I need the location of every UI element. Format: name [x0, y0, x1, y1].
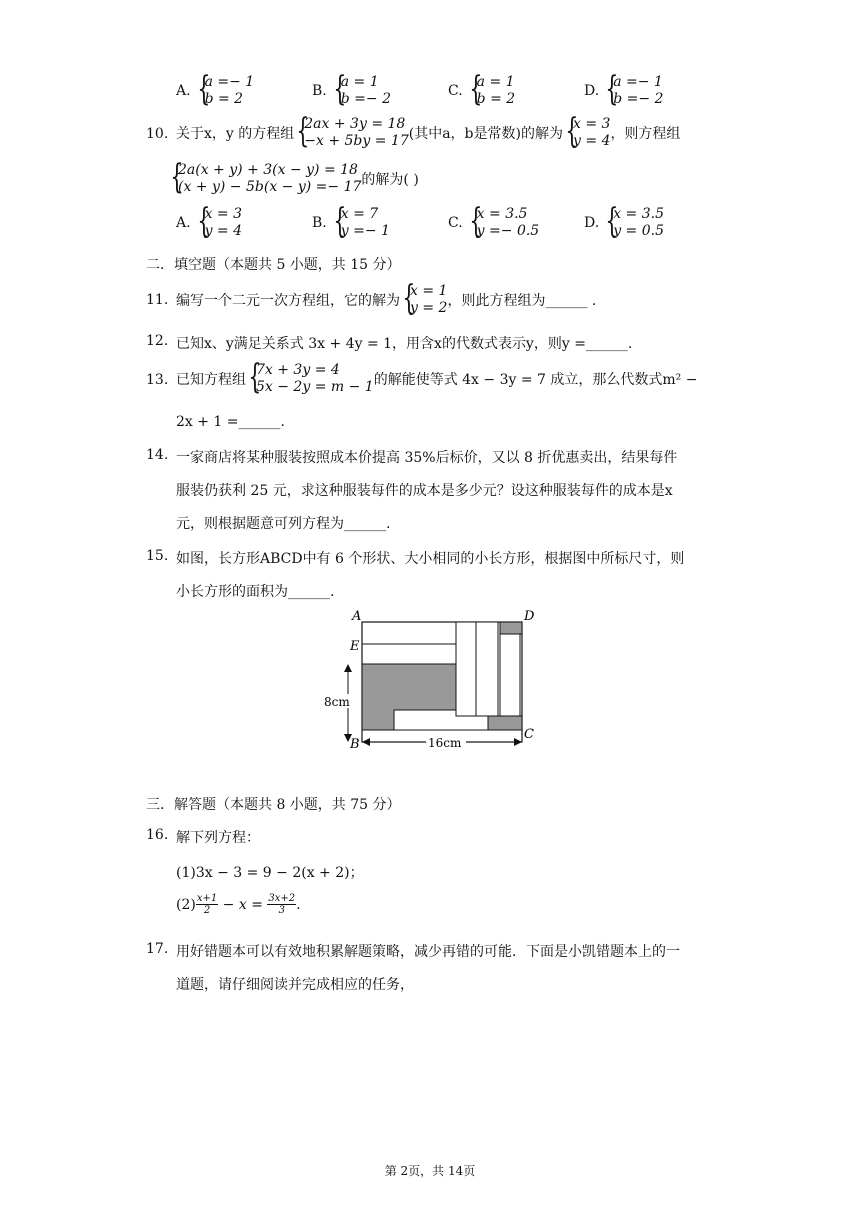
vertical-strip-2: [476, 622, 498, 716]
q13-number: 13.: [146, 372, 169, 388]
q10-option-c: C. { x = 3.5 y =− 0.5: [448, 206, 539, 240]
vertical-strip-3: [500, 634, 520, 716]
q9-option-b-system: { a = 1 b =− 2: [331, 74, 391, 108]
page-footer: 第 2页，共 14页: [384, 1164, 476, 1178]
fraction-2: $\frac{3x+2}{3}$: [268, 893, 296, 916]
q10-system1: { 2ax + 3y = 18 −x + 5by = 17: [294, 116, 408, 150]
q10-line2: { 2a(x + y) + 3(x − y) = 18 (x + y) − 5b(x − y) =− 17 的解为( ): [168, 162, 419, 196]
label-d: D: [524, 609, 535, 624]
q16-part1: (1)3x − 3 = 9 − 2(x + 2)；: [176, 865, 364, 881]
q13-system: { 7x + 3y = 4 5x − 2y = m − 1: [246, 362, 374, 396]
q10-solution: { x = 3 y = 4: [563, 116, 610, 150]
q10-number: 10.: [146, 126, 169, 142]
q13-line2: 2x + 1 =______.: [176, 414, 285, 430]
vertical-strip-1: [456, 622, 476, 716]
q10-option-a: A. { x = 3 y = 4: [176, 206, 242, 240]
q10-line1: 关于x，y 的方程组 { 2ax + 3y = 18 −x + 5by = 17 (其中a，b是常数)的解为 { x = 3 y = 4 ，则方程组: [176, 116, 680, 150]
shaded-corner-d: [500, 622, 522, 634]
height-arrow-head-top: [344, 664, 352, 672]
rectangle-figure: [320, 604, 540, 754]
q13-line1: 已知方程组 { 7x + 3y = 4 5x − 2y = m − 1 的解能使等式 4x − 3y = 7 成立，那么代数式m² −: [176, 362, 697, 396]
q14-line3: 元，则根据题意可列方程为______.: [176, 516, 391, 532]
q10-option-b: B. { x = 7 y =− 1: [312, 206, 390, 240]
q9-option-c-system: { a = 1 b = 2: [467, 74, 516, 108]
q9-option-d-system: { a =− 1 b =− 2: [603, 74, 663, 108]
q16-title: 解下列方程：: [176, 830, 260, 846]
q15-line2: 小长方形的面积为______.: [176, 584, 335, 600]
label-c: C: [524, 727, 534, 742]
q17-line1: 用好错题本可以有效地积累解题策略，减少再错的可能．下面是小凯错题本上的一: [176, 944, 680, 960]
fraction-1: $\frac{x+1}{2}$: [196, 893, 218, 916]
shaded-region-right: [488, 716, 522, 730]
q12-number: 12.: [146, 333, 169, 349]
q10-option-d: D. { x = 3.5 y = 0.5: [584, 206, 664, 240]
q15-number: 15.: [146, 548, 169, 564]
q11-solution: { x = 1 y = 2: [400, 283, 447, 317]
width-label: 16cm: [428, 736, 462, 750]
section-3-heading: 三．解答题（本题共 8 小题，共 75 分）: [146, 797, 401, 813]
q14-line1: 一家商店将某种服装按照成本价提高 35%后标价，又以 8 折优惠卖出，结果每件: [176, 450, 678, 466]
q16-number: 16.: [146, 827, 169, 843]
height-label: 8cm: [324, 695, 350, 709]
q17-number: 17.: [146, 941, 169, 957]
label-b: B: [350, 737, 360, 752]
q9-option-a: A. { a =− 1 b = 2: [176, 74, 254, 108]
q16-part2: (2) $\frac{x+1}{2}$ − x = $\frac{3x+2}{3}$ .: [176, 893, 301, 916]
label-e: E: [350, 639, 360, 654]
q9-option-a-system: { a =− 1 b = 2: [195, 74, 255, 108]
q10-system2: { 2a(x + y) + 3(x − y) = 18 (x + y) − 5b(x − y) =− 17: [168, 162, 361, 196]
q15-line1: 如图，长方形ABCD中有 6 个形状、大小相同的小长方形，根据图中所标尺寸，则: [176, 551, 685, 567]
section-2-heading: 二．填空题（本题共 5 小题，共 15 分）: [146, 257, 401, 273]
q9-option-d: D. { a =− 1 b =− 2: [584, 74, 663, 108]
q17-line2: 道题，请仔细阅读并完成相应的任务，: [176, 977, 414, 993]
q14-number: 14.: [146, 447, 169, 463]
label-a: A: [352, 609, 362, 624]
q9-option-b: B. { a = 1 b =− 2: [312, 74, 391, 108]
q9-option-c: C. { a = 1 b = 2: [448, 74, 515, 108]
q11-text: 编写一个二元一次方程组，它的解为 { x = 1 y = 2 ，则此方程组为______ .: [176, 283, 596, 317]
q14-line2: 服装仍获利 25 元，求这种服装每件的成本是多少元？设这种服装每件的成本是x: [176, 483, 673, 499]
q12-text: 已知x、y满足关系式 3x + 4y = 1，用含x的代数式表示y，则y =______.: [176, 336, 633, 352]
q11-number: 11.: [146, 292, 169, 308]
